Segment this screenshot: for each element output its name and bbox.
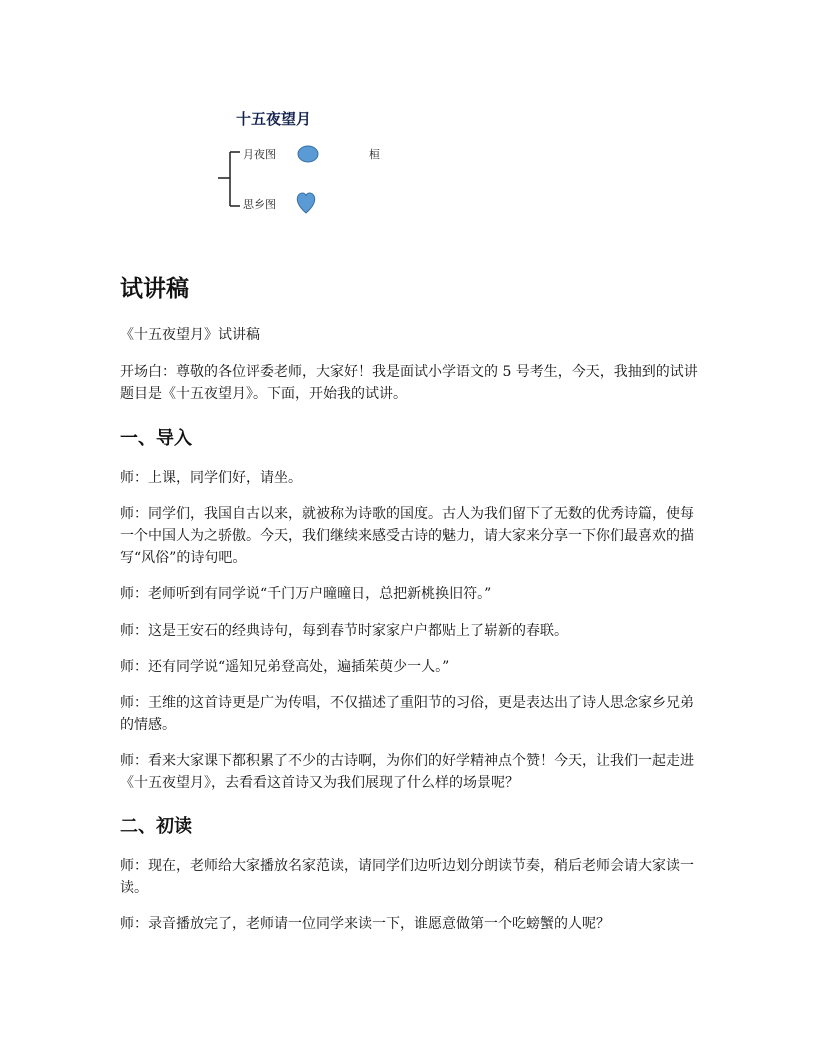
intro-paragraph-3: 师：老师听到有同学说“千门万户曈曈日，总把新桃换旧符。”	[120, 586, 492, 602]
heart-icon	[297, 193, 314, 213]
intro-paragraph-2: 师：同学们，我国自古以来，就被称为诗歌的国度。古人为我们留下了无数的优秀诗篇，使每一个中国人为之骄傲。今天，我们继续来感受古诗的魅力，请大家来分享一下你们最喜欢的描写“风俗”的诗句吧。	[120, 506, 694, 566]
section-heading-intro: 一、导入	[120, 428, 192, 449]
document-subtitle: 《十五夜望月》试讲稿	[120, 327, 260, 343]
section-heading-first-reading: 二、初读	[120, 816, 192, 837]
intro-paragraph-5: 师：还有同学说“遥知兄弟登高处，遍插茱萸少一人。”	[120, 659, 450, 675]
branch-label-homesick: 思乡图	[243, 198, 276, 211]
stray-mark: 桓	[369, 148, 380, 161]
branch-label-moon-night: 月夜图	[243, 148, 276, 161]
opening-paragraph: 开场白：尊敬的各位评委老师，大家好！我是面试小学语文的 5 号考生，今天，我抽到的试讲题目是《十五夜望月》。下面，开始我的试讲。	[120, 364, 698, 402]
moon-ellipse-icon	[298, 146, 318, 162]
diagram-title: 十五夜望月	[236, 110, 312, 128]
document-title: 试讲稿	[120, 276, 189, 302]
first-reading-paragraph-1: 师：现在，老师给大家播放名家范读，请同学们边听边划分朗读节奏，稍后老师会请大家读一读。	[120, 858, 694, 896]
intro-paragraph-4: 师：这是王安石的经典诗句，每到春节时家家户户都贴上了崭新的春联。	[120, 623, 568, 639]
mind-map-diagram	[200, 100, 420, 230]
intro-paragraph-1: 师：上课，同学们好，请坐。	[120, 470, 302, 486]
intro-paragraph-7: 师：看来大家课下都积累了不少的古诗啊，为你们的好学精神点个赞！今天，让我们一起走进《十五夜望月》，去看看这首诗又为我们展现了什么样的场景呢？	[120, 753, 694, 791]
intro-paragraph-6: 师：王维的这首诗更是广为传唱，不仅描述了重阳节的习俗，更是表达出了诗人思念家乡兄弟的情感。	[120, 695, 694, 733]
first-reading-paragraph-2: 师：录音播放完了，老师请一位同学来读一下，谁愿意做第一个吃螃蟹的人呢？	[120, 916, 610, 932]
